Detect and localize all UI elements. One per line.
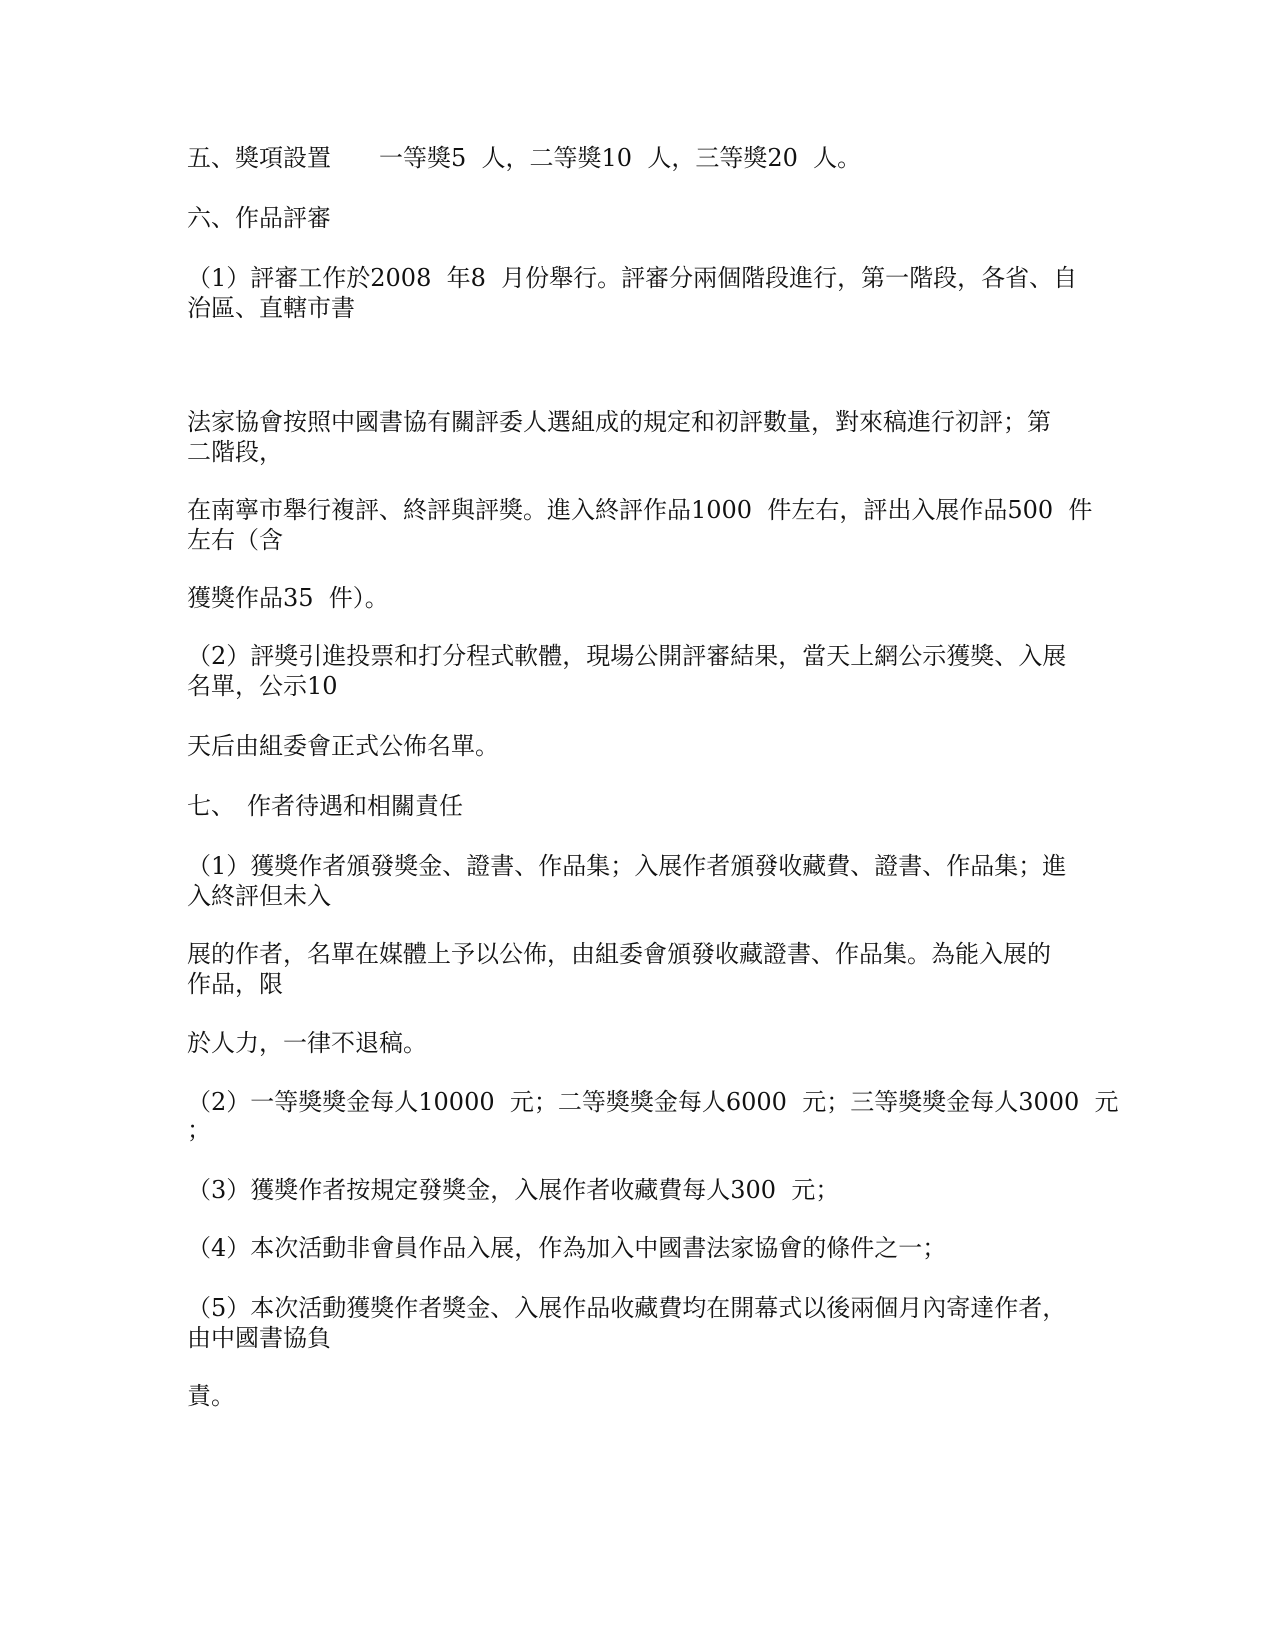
text-line: 責。 — [187, 1382, 235, 1410]
section-heading-author-treatment: 七、 作者待遇和相關責任 — [187, 792, 463, 820]
text-line: 於人力，一律不退稿。 — [187, 1029, 427, 1057]
text-line: 入終評但未入 — [187, 882, 331, 910]
section-heading-judging: 六、作品評審 — [187, 204, 331, 232]
text-line: （1）獲獎作者頒發獎金、證書、作品集；入展作者頒發收藏費、證書、作品集；進 — [187, 852, 1067, 880]
text-line: 展的作者，名單在媒體上予以公佈，由組委會頒發收藏證書、作品集。為能入展的 — [187, 940, 1051, 968]
text-line: （5）本次活動獲獎作者獎金、入展作品收藏費均在開幕式以後兩個月內寄達作者， — [187, 1294, 1067, 1322]
text-line: 天后由組委會正式公佈名單。 — [187, 732, 499, 760]
text-line: （2）評獎引進投票和打分程式軟體，現場公開評審結果，當天上網公示獲獎、入展 — [187, 642, 1067, 670]
awards-heading-line: 五、獎項設置 一等獎5 人，二等獎10 人，三等獎20 人。 — [187, 144, 862, 172]
text-line: （2）一等獎獎金每人10000 元；二等獎獎金每人6000 元；三等獎獎金每人3000 元 — [187, 1088, 1119, 1116]
text-line: （3）獲獎作者按規定發獎金，入展作者收藏費每人300 元； — [187, 1176, 840, 1204]
text-line: ； — [187, 1116, 211, 1144]
text-line: 法家協會按照中國書協有關評委人選組成的規定和初評數量，對來稿進行初評；第 — [187, 408, 1051, 436]
text-line: （1）評審工作於2008 年8 月份舉行。評審分兩個階段進行，第一階段，各省、自 — [187, 264, 1078, 292]
text-line: 作品，限 — [187, 970, 283, 998]
text-line: 由中國書協負 — [187, 1324, 331, 1352]
text-line: 獲獎作品35 件）。 — [187, 584, 389, 612]
text-line: 左右（含 — [187, 526, 283, 554]
text-line: 名單，公示10 — [187, 672, 338, 700]
text-line: 二階段， — [187, 438, 283, 466]
text-line: 在南寧市舉行複評、終評與評獎。進入終評作品1000 件左右，評出入展作品500 件 — [187, 496, 1093, 524]
text-line: 治區、直轄市書 — [187, 294, 355, 322]
text-line: （4）本次活動非會員作品入展，作為加入中國書法家協會的條件之一； — [187, 1234, 947, 1262]
